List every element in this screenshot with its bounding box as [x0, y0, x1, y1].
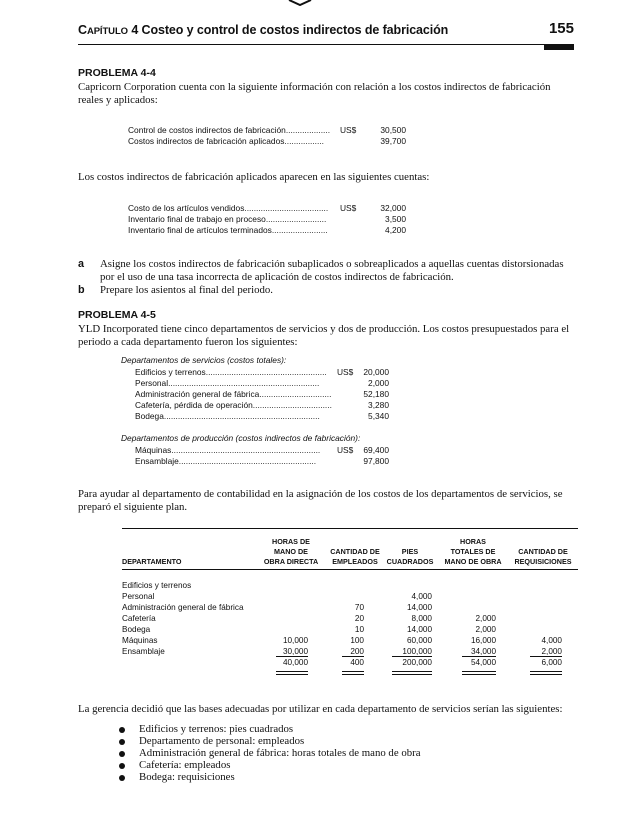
total-double-rule	[392, 674, 432, 675]
table-header-square-feet: PIES CUADRADOS	[386, 547, 434, 566]
production-cost-row: Ensamblaje........................................................... 97,800	[135, 456, 389, 466]
table-header-requisitions: CANTIDAD DE REQUISICIONES	[514, 547, 572, 566]
plan-text: Para ayudar al departamento de contabilidad en la asignación de los costos de los departamentos de servicios, se preparó el siguiente plan.	[78, 488, 563, 513]
page-number: 155	[548, 20, 574, 37]
bullet-icon	[119, 751, 125, 757]
table-header-direct-labor-hours: HORAS DE MANO DE OBRA DIRECTA	[263, 537, 319, 566]
page-top-mark	[285, 0, 315, 6]
service-cost-row: Cafetería, pérdida de operación.................................. 3,280	[135, 400, 389, 410]
total-double-rule	[392, 671, 432, 672]
production-cost-row: Máquinas................................................................ US$ 69,400	[135, 445, 389, 455]
table-header-department: DEPARTAMENTO	[122, 557, 182, 566]
total-double-rule	[530, 671, 562, 672]
table-header-rule	[122, 569, 578, 570]
table-header-employees: CANTIDAD DE EMPLEADOS	[330, 547, 380, 566]
table-top-rule	[122, 528, 578, 529]
total-double-rule	[462, 674, 496, 675]
problem-4-5-heading: PROBLEMA 4-5	[78, 309, 156, 321]
total-double-rule	[276, 671, 308, 672]
bullet-icon	[119, 775, 125, 781]
bullet-icon	[119, 763, 125, 769]
service-cost-row: Administración general de fábrica............................... 52,180	[135, 389, 389, 399]
bullet-icon	[119, 727, 125, 733]
total-double-rule	[342, 671, 364, 672]
account-row: Inventario final de artículos terminados........................ 4,200	[128, 225, 406, 235]
total-double-rule	[342, 674, 364, 675]
production-departments-heading: Departamentos de producción (costos indirectos de fabricación):	[121, 433, 361, 443]
service-departments-heading: Departamentos de servicios (costos totales):	[121, 355, 287, 365]
problem-4-5-intro: YLD Incorporated tiene cinco departamentos de servicios y dos de producción. Los costos presupuestados para el periodo a cada departamento fueron los siguientes:	[78, 323, 570, 348]
problem-4-4-intro: Capricorn Corporation cuenta con la siguiente información con relación a los costos indirectos de fabricación reales y aplicados:	[78, 81, 551, 106]
task-b: b Prepare los asientos al final del periodo.	[78, 284, 273, 296]
account-row: Inventario final de trabajo en proceso.......................... 3,500	[128, 214, 406, 224]
service-cost-row: Bodega................................................................... 5,340	[135, 411, 389, 421]
chapter-title: CAPÍTULO 4 Costeo y control de costos indirectos de fabricación	[78, 23, 449, 37]
account-row: Costo de los artículos vendidos.................................... US$ 32,000	[128, 203, 406, 213]
table-header-total-labor-hours: HORAS TOTALES DE MANO DE OBRA	[444, 537, 502, 566]
service-cost-row: Edificios y terrenos.................................................... US$ 20,000	[135, 367, 389, 377]
total-double-rule	[462, 671, 496, 672]
bases-text: La gerencia decidió que las bases adecuadas por utilizar en cada departamento de servicios serían las siguientes:	[78, 703, 563, 715]
header-bar	[544, 44, 574, 50]
total-double-rule	[530, 674, 562, 675]
bullet-icon	[119, 739, 125, 745]
task-a: a Asigne los costos indirectos de fabricación subaplicados o sobreaplicados a aquellas cuentas distorsionadas por el uso de una tasa incorrecta de aplicación de costos indirectos de fabricación.	[78, 258, 564, 283]
chapter-title-text: 4 Costeo y control de costos indirectos de fabricación	[131, 23, 449, 37]
total-double-rule	[276, 674, 308, 675]
service-cost-row: Personal................................................................. 2,000	[135, 378, 389, 388]
running-header	[78, 20, 574, 45]
info-row: Control de costos indirectos de fabricación................... US$ 30,500	[128, 125, 406, 135]
problem-4-4-heading: PROBLEMA 4-4	[78, 67, 156, 79]
info-row: Costos indirectos de fabricación aplicados................. 39,700	[128, 136, 406, 146]
applied-accounts-text: Los costos indirectos de fabricación aplicados aparecen en las siguientes cuentas:	[78, 171, 430, 183]
